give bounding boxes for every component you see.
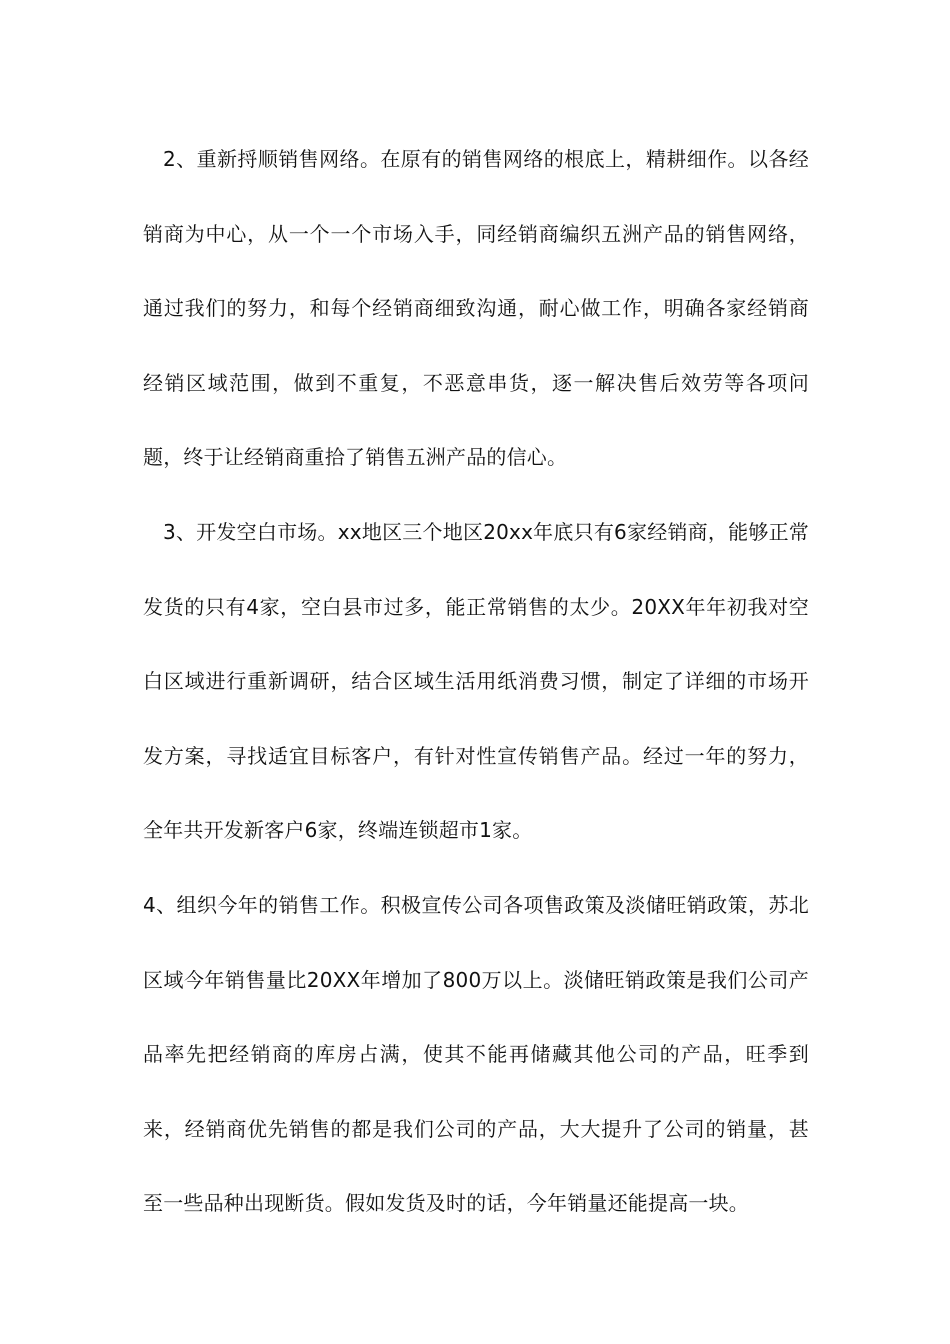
paragraph-4: 4、组织今年的销售工作。积极宣传公司各项售政策及淡储旺销政策，苏北区域今年销售量比20XX年增加了800万以上。淡储旺销政策是我们公司产品率先把经销商的库房占满，使其不能再储藏其他公司的产品，旺季到来，经销商优先销售的都是我们公司的产品，大大提升了公司的销量，甚至一些品种出现断货。假如发货及时的话，今年销量还能提高一块。: [143, 892, 809, 1216]
document-body: [143, 122, 809, 1241]
paragraph-3: 3、开发空白市场。xx地区三个地区20xx年底只有6家经销商，能够正常发货的只有4家，空白县市过多，能正常销售的太少。20XX年年初我对空白区域进行重新调研，结合区域生活用纸消费习惯，制定了详细的市场开发方案，寻找适宜目标客户，有针对性宣传销售产品。经过一年的努力，全年共开发新客户6家，终端连锁超市1家。: [143, 519, 809, 843]
paragraph-2: 2、重新捋顺销售网络。在原有的销售网络的根底上，精耕细作。以各经销商为中心，从一个一个市场入手，同经销商编织五洲产品的销售网络，通过我们的努力，和每个经销商细致沟通，耐心做工作，明确各家经销商经销区域范围，做到不重复，不恶意串货，逐一解决售后效劳等各项问题，终于让经销商重拾了销售五洲产品的信心。: [143, 147, 809, 470]
